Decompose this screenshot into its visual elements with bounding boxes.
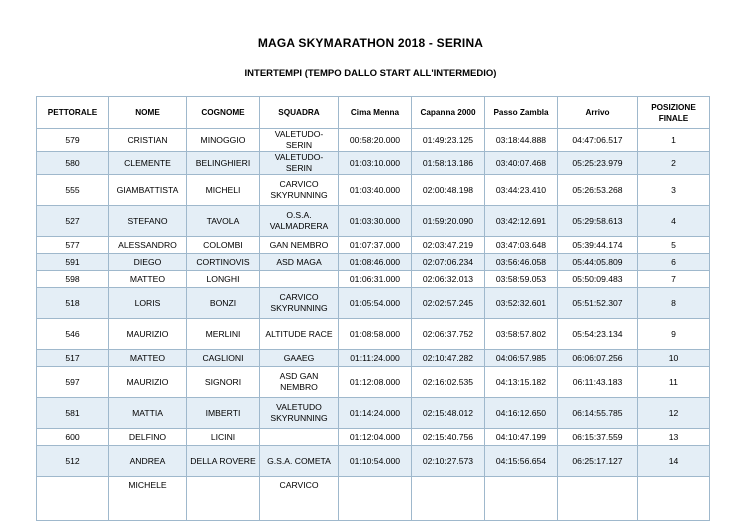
cell-pos [638,477,710,521]
cell-passo: 03:44:23.410 [485,175,558,206]
cell-pettorale: 527 [37,206,109,237]
cell-pos: 7 [638,271,710,288]
cell-arrivo: 05:44:05.809 [558,254,638,271]
cell-passo [485,477,558,521]
cell-arrivo: 04:47:06.517 [558,129,638,152]
cell-cima: 01:06:31.000 [339,271,412,288]
cell-capanna: 02:00:48.198 [412,175,485,206]
cell-cima [339,477,412,521]
table-row [37,237,710,254]
cell-nome: MICHELE [109,477,187,521]
cell-pos: 14 [638,446,710,477]
cell-cognome: BONZI [187,288,260,319]
cell-nome: MATTEO [109,350,187,367]
table-row [37,152,710,175]
cell-squadra: VALETUDO-SERIN [260,152,339,175]
header-posizione-finale: POSIZIONE FINALE [638,97,710,129]
cell-squadra: ALTITUDE RACE [260,319,339,350]
cell-cima: 01:14:24.000 [339,398,412,429]
cell-nome: CLEMENTE [109,152,187,175]
cell-nome: LORIS [109,288,187,319]
cell-passo: 03:42:12.691 [485,206,558,237]
cell-pettorale: 555 [37,175,109,206]
cell-passo: 03:58:59.053 [485,271,558,288]
cell-cima: 01:10:54.000 [339,446,412,477]
cell-passo: 03:18:44.888 [485,129,558,152]
cell-squadra: VALETUDO-SERIN [260,129,339,152]
cell-capanna: 01:59:20.090 [412,206,485,237]
cell-pettorale [37,477,109,521]
cell-squadra: VALETUDO SKYRUNNING [260,398,339,429]
cell-pos: 1 [638,129,710,152]
cell-passo: 04:16:12.650 [485,398,558,429]
header-capanna-2000: Capanna 2000 [412,97,485,129]
cell-pettorale: 597 [37,367,109,398]
cell-cognome: MERLINI [187,319,260,350]
cell-passo: 04:15:56.654 [485,446,558,477]
cell-arrivo: 05:50:09.483 [558,271,638,288]
cell-pos: 9 [638,319,710,350]
header-passo-zambla: Passo Zambla [485,97,558,129]
cell-pettorale: 518 [37,288,109,319]
cell-capanna: 01:49:23.125 [412,129,485,152]
cell-squadra: ASD GAN NEMBRO [260,367,339,398]
header-squadra: SQUADRA [260,97,339,129]
cell-cima: 01:12:04.000 [339,429,412,446]
cell-capanna: 02:02:57.245 [412,288,485,319]
table-row [37,429,710,446]
cell-capanna: 02:10:27.573 [412,446,485,477]
cell-squadra: ASD MAGA [260,254,339,271]
cell-cognome: IMBERTI [187,398,260,429]
cell-arrivo: 06:25:17.127 [558,446,638,477]
cell-cima: 01:12:08.000 [339,367,412,398]
cell-arrivo: 05:26:53.268 [558,175,638,206]
cell-cognome: CORTINOVIS [187,254,260,271]
table-row [37,175,710,206]
cell-cima: 01:08:46.000 [339,254,412,271]
cell-passo: 04:13:15.182 [485,367,558,398]
cell-nome: MAURIZIO [109,367,187,398]
cell-pettorale: 546 [37,319,109,350]
cell-arrivo: 06:11:43.183 [558,367,638,398]
table-row [37,350,710,367]
cell-pos: 5 [638,237,710,254]
cell-capanna: 02:10:47.282 [412,350,485,367]
cell-nome: DELFINO [109,429,187,446]
cell-squadra: O.S.A. VALMADRERA [260,206,339,237]
cell-pettorale: 580 [37,152,109,175]
cell-cognome: BELINGHIERI [187,152,260,175]
cell-pettorale: 512 [37,446,109,477]
table-row [37,206,710,237]
cell-capanna: 02:07:06.234 [412,254,485,271]
cell-cognome: LICINI [187,429,260,446]
cell-passo: 03:56:46.058 [485,254,558,271]
cell-cognome: SIGNORI [187,367,260,398]
cell-capanna [412,477,485,521]
cell-pettorale: 577 [37,237,109,254]
cell-passo: 03:47:03.648 [485,237,558,254]
table-body [37,129,710,521]
cell-cognome [187,477,260,521]
cell-squadra: G.S.A. COMETA [260,446,339,477]
cell-cognome: MICHELI [187,175,260,206]
document-title: MAGA SKYMARATHON 2018 - SERINA [257,36,484,50]
cell-pettorale: 598 [37,271,109,288]
cell-pos: 3 [638,175,710,206]
cell-cima: 01:03:30.000 [339,206,412,237]
cell-arrivo: 05:39:44.174 [558,237,638,254]
cell-passo: 03:58:57.802 [485,319,558,350]
cell-arrivo: 05:29:58.613 [558,206,638,237]
cell-squadra [260,271,339,288]
cell-squadra: CARVICO [260,477,339,521]
cell-pos: 4 [638,206,710,237]
cell-cognome: TAVOLA [187,206,260,237]
table-row [37,254,710,271]
cell-cognome: CAGLIONI [187,350,260,367]
table-header-row [37,97,710,129]
cell-cima: 01:03:40.000 [339,175,412,206]
cell-cognome: LONGHI [187,271,260,288]
header-pettorale: PETTORALE [37,97,109,129]
cell-capanna: 02:16:02.535 [412,367,485,398]
cell-pos: 6 [638,254,710,271]
cell-passo: 04:10:47.199 [485,429,558,446]
header-nome: NOME [109,97,187,129]
cell-squadra: CARVICO SKYRUNNING [260,288,339,319]
cell-cima: 01:07:37.000 [339,237,412,254]
table-row [37,129,710,152]
cell-capanna: 01:58:13.186 [412,152,485,175]
document-subtitle: INTERTEMPI (TEMPO DALLO START ALL'INTERMEDIO) [244,68,497,79]
cell-arrivo: 05:25:23.979 [558,152,638,175]
cell-arrivo: 05:54:23.134 [558,319,638,350]
cell-nome: CRISTIAN [109,129,187,152]
cell-arrivo: 06:15:37.559 [558,429,638,446]
cell-nome: STEFANO [109,206,187,237]
cell-cima: 01:08:58.000 [339,319,412,350]
cell-cima: 01:03:10.000 [339,152,412,175]
cell-passo: 04:06:57.985 [485,350,558,367]
cell-pettorale: 591 [37,254,109,271]
cell-pos: 10 [638,350,710,367]
cell-cognome: COLOMBI [187,237,260,254]
cell-cima: 01:11:24.000 [339,350,412,367]
cell-capanna: 02:03:47.219 [412,237,485,254]
cell-nome: MATTEO [109,271,187,288]
cell-pos: 12 [638,398,710,429]
cell-nome: MAURIZIO [109,319,187,350]
cell-capanna: 02:06:32.013 [412,271,485,288]
header-arrivo: Arrivo [558,97,638,129]
cell-nome: GIAMBATTISTA [109,175,187,206]
cell-passo: 03:40:07.468 [485,152,558,175]
cell-nome: ALESSANDRO [109,237,187,254]
table-row [37,319,710,350]
header-cognome: COGNOME [187,97,260,129]
cell-squadra: CARVICO SKYRUNNING [260,175,339,206]
cell-arrivo [558,477,638,521]
table-row [37,446,710,477]
cell-capanna: 02:15:40.756 [412,429,485,446]
cell-pettorale: 600 [37,429,109,446]
cell-pos: 11 [638,367,710,398]
cell-capanna: 02:15:48.012 [412,398,485,429]
header-cima-menna: Cima Menna [339,97,412,129]
cell-pos: 8 [638,288,710,319]
cell-squadra: GAAEG [260,350,339,367]
cell-cognome: DELLA ROVERE [187,446,260,477]
results-table [36,96,710,521]
cell-squadra [260,429,339,446]
cell-arrivo: 06:14:55.785 [558,398,638,429]
cell-squadra: GAN NEMBRO [260,237,339,254]
table-row [37,477,710,521]
cell-cognome: MINOGGIO [187,129,260,152]
cell-pos: 13 [638,429,710,446]
cell-nome: DIEGO [109,254,187,271]
cell-nome: MATTIA [109,398,187,429]
cell-nome: ANDREA [109,446,187,477]
cell-cima: 01:05:54.000 [339,288,412,319]
cell-cima: 00:58:20.000 [339,129,412,152]
cell-pettorale: 579 [37,129,109,152]
cell-pettorale: 517 [37,350,109,367]
cell-capanna: 02:06:37.752 [412,319,485,350]
table-row [37,367,710,398]
table-row [37,288,710,319]
cell-arrivo: 05:51:52.307 [558,288,638,319]
cell-arrivo: 06:06:07.256 [558,350,638,367]
table-row [37,271,710,288]
table-row [37,398,710,429]
cell-pos: 2 [638,152,710,175]
cell-pettorale: 581 [37,398,109,429]
cell-passo: 03:52:32.601 [485,288,558,319]
